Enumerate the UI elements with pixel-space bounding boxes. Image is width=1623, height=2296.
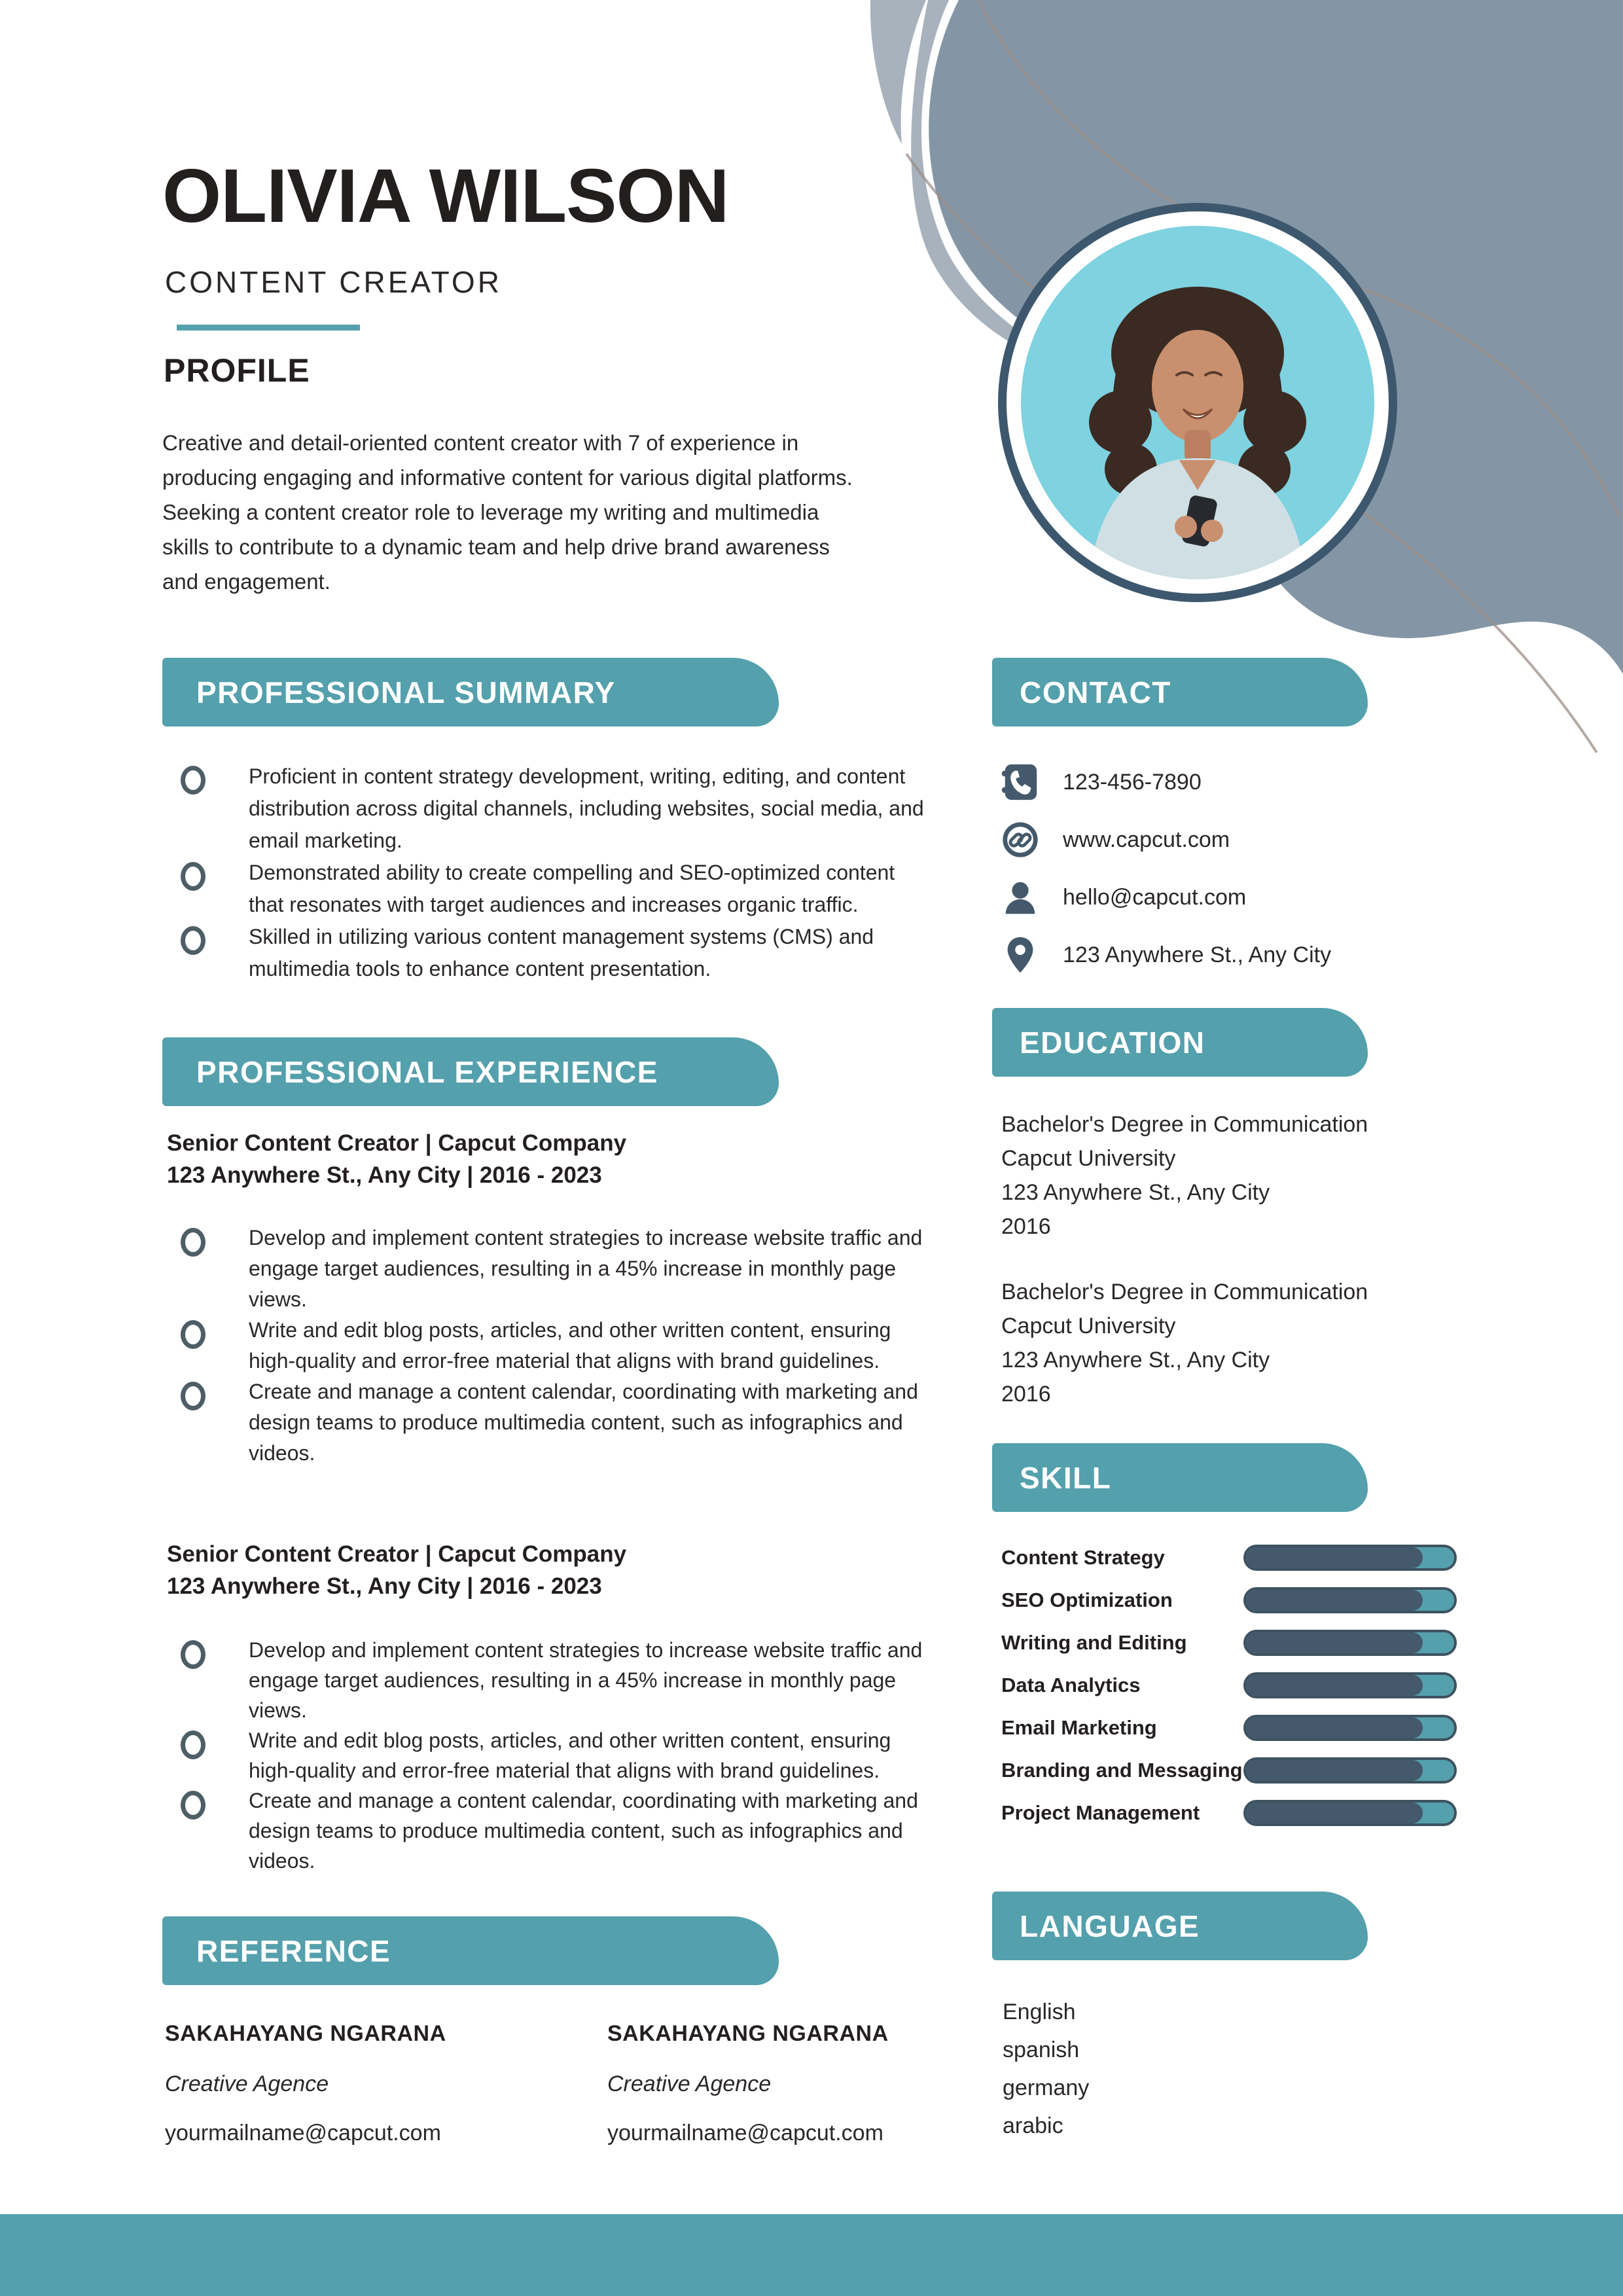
skill-bar: [1243, 1715, 1457, 1741]
section-heading: SKILL: [1020, 1460, 1112, 1495]
education-degree: Bachelor's Degree in Communication: [1001, 1112, 1368, 1137]
job-meta: 123 Anywhere St., Any City | 2016 - 2023: [167, 1162, 602, 1188]
bullet-ring-icon: [181, 926, 205, 955]
bullet-text: Create and manage a content calendar, coordinating with marketing and design teams to produce multimedia content, such as infographics and videos.: [249, 1789, 918, 1873]
skill-bar-fill: [1246, 1632, 1423, 1653]
bullet-ring-icon: [181, 1640, 205, 1669]
skill-label: Data Analytics: [1001, 1674, 1141, 1696]
portrait-illustration: [1021, 226, 1374, 579]
bullet-text: Develop and implement content strategies to increase website traffic and engage target audiences, resulting in a 45% increase in monthly page views.: [249, 1226, 923, 1311]
job-heading: [167, 1538, 887, 1602]
skill-label: Email Marketing: [1001, 1716, 1157, 1739]
bullet-text: Write and edit blog posts, articles, and other written content, ensuring high-quality and error-free material that aligns with brand guidelines.: [249, 1729, 891, 1782]
list-item: [162, 1635, 941, 1725]
summary-bullet-list: [162, 761, 941, 985]
contact-label: 123-456-7890: [1063, 769, 1202, 795]
education-year: 2016: [1001, 1214, 1051, 1239]
skill-bar-fill: [1246, 1590, 1423, 1611]
section-banner-reference: [162, 1916, 779, 1985]
phone-icon: [1000, 762, 1041, 802]
bullet-text: Demonstrated ability to create compelling and SEO-optimized content that resonates with target audiences and increases organic traffic.: [249, 861, 895, 916]
reference-role: Creative Agence: [165, 2072, 329, 2096]
bullet-ring-icon: [181, 1228, 205, 1257]
reference-name: SAKAHAYANG NGARANA: [607, 2021, 889, 2046]
section-heading: LANGUAGE: [1020, 1909, 1200, 1943]
section-banner-professional-experience: [162, 1037, 779, 1106]
list-item: [162, 1223, 941, 1315]
person-name: OLIVIA WILSON: [162, 153, 729, 238]
skill-bar: [1243, 1672, 1457, 1698]
bullet-text: Proficient in content strategy development, writing, editing, and content distribution across digital channels, including websites, social media, and email marketing.: [249, 764, 924, 852]
contact-label: hello@capcut.com: [1063, 884, 1247, 910]
reference-name: SAKAHAYANG NGARANA: [165, 2021, 446, 2046]
language-item: germany: [1003, 2075, 1090, 2100]
skill-row: [1001, 1541, 1466, 1575]
list-item: [162, 761, 941, 857]
skill-bar: [1243, 1757, 1457, 1784]
section-heading: CONTACT: [1020, 675, 1171, 709]
contact-item-address: [1000, 934, 1589, 976]
contact-label: 123 Anywhere St., Any City: [1063, 942, 1332, 967]
language-item: English: [1003, 2000, 1076, 2024]
skill-row: [1001, 1583, 1466, 1617]
list-item: [162, 1376, 941, 1469]
bullet-text: Write and edit blog posts, articles, and other written content, ensuring high-quality and error-free material that aligns with brand guidelines.: [249, 1318, 891, 1372]
job-title: Senior Content Creator | Capcut Company: [167, 1130, 627, 1156]
bullet-ring-icon: [181, 1320, 205, 1349]
reference-role: Creative Agence: [607, 2072, 772, 2096]
bullet-text: Develop and implement content strategies to increase website traffic and engage target audiences, resulting in a 45% increase in monthly page views.: [249, 1638, 923, 1722]
section-heading: EDUCATION: [1020, 1025, 1205, 1060]
job-bullet-list: [162, 1223, 941, 1469]
footer-bar: [0, 2214, 1623, 2296]
skill-bar-fill: [1246, 1717, 1423, 1738]
list-item: [162, 1785, 941, 1876]
language-item: arabic: [1003, 2113, 1063, 2138]
bullet-ring-icon: [181, 1731, 205, 1759]
section-banner-skill: [992, 1443, 1368, 1512]
skill-bar-fill: [1246, 1675, 1423, 1696]
skill-row: [1001, 1753, 1466, 1787]
profile-paragraph: Creative and detail-oriented content creator with 7 of experience in producing engaging and informative content for various digital platforms. Seeking a content creator role to leverage my writing and multimedia skills to contribute to a dynamic team and help drive brand awareness and engagement.: [162, 431, 853, 594]
reference-email: yourmailname@capcut.com: [165, 2121, 441, 2145]
education-entry: [1001, 1107, 1446, 1244]
education-address: 123 Anywhere St., Any City: [1001, 1180, 1270, 1205]
section-banner-education: [992, 1008, 1368, 1077]
skill-row: [1001, 1796, 1466, 1830]
bullet-ring-icon: [181, 862, 205, 891]
reference-entry: [607, 2021, 1013, 2146]
skill-bar: [1243, 1587, 1457, 1613]
contact-item-website: [1000, 819, 1589, 861]
profile-heading: PROFILE: [164, 352, 310, 389]
skill-bar: [1243, 1545, 1457, 1571]
education-degree: Bachelor's Degree in Communication: [1001, 1280, 1368, 1304]
skill-bar-fill: [1246, 1760, 1423, 1781]
list-item: [162, 857, 941, 921]
skill-bar: [1243, 1800, 1457, 1826]
profile-photo-frame: [998, 203, 1397, 602]
reference-entry: [165, 2021, 571, 2146]
section-heading: REFERENCE: [196, 1933, 391, 1968]
profile-photo: [1021, 226, 1374, 579]
person-figure: [1089, 287, 1306, 579]
skill-bar-fill: [1246, 1803, 1423, 1823]
person-icon: [1000, 877, 1041, 918]
contact-item-phone: [1000, 761, 1589, 803]
language-list: [1003, 1993, 1395, 2145]
education-school: Capcut University: [1001, 1146, 1176, 1171]
section-banner-contact: [992, 658, 1368, 726]
job-heading: [167, 1127, 887, 1191]
person-role: CONTENT CREATOR: [165, 265, 502, 299]
contact-item-email: [1000, 876, 1589, 918]
skill-label: Branding and Messaging: [1001, 1759, 1243, 1782]
job-title: Senior Content Creator | Capcut Company: [167, 1541, 627, 1567]
skill-row: [1001, 1711, 1466, 1745]
list-item: [162, 1725, 941, 1785]
accent-divider: [177, 325, 360, 331]
skill-row: [1001, 1668, 1466, 1702]
skill-label: SEO Optimization: [1001, 1588, 1173, 1611]
section-heading: PROFESSIONAL EXPERIENCE: [196, 1054, 658, 1089]
skill-row: [1001, 1626, 1466, 1660]
bullet-text: Skilled in utilizing various content management systems (CMS) and multimedia tools to enhance content presentation.: [249, 925, 874, 980]
skill-label: Content Strategy: [1001, 1546, 1165, 1569]
link-icon: [1000, 819, 1041, 860]
bullet-ring-icon: [181, 1791, 205, 1820]
pin-icon: [1000, 935, 1041, 975]
section-heading: PROFESSIONAL SUMMARY: [196, 675, 616, 709]
education-address: 123 Anywhere St., Any City: [1001, 1348, 1270, 1372]
skill-label: Project Management: [1001, 1801, 1200, 1824]
education-school: Capcut University: [1001, 1314, 1176, 1338]
skill-bar: [1243, 1630, 1457, 1656]
bullet-ring-icon: [181, 1382, 205, 1410]
bullet-text: Create and manage a content calendar, coordinating with marketing and design teams to produce multimedia content, such as infographics and videos.: [249, 1380, 918, 1465]
section-banner-language: [992, 1892, 1368, 1960]
skill-bar-fill: [1246, 1547, 1423, 1568]
skill-label: Writing and Editing: [1001, 1631, 1187, 1654]
education-entry: [1001, 1275, 1446, 1411]
section-banner-professional-summary: [162, 658, 779, 726]
contact-label: www.capcut.com: [1063, 827, 1230, 852]
education-year: 2016: [1001, 1382, 1051, 1407]
job-bullet-list: [162, 1635, 941, 1876]
list-item: [162, 1315, 941, 1376]
job-meta: 123 Anywhere St., Any City | 2016 - 2023: [167, 1573, 602, 1599]
reference-email: yourmailname@capcut.com: [607, 2121, 883, 2145]
language-item: spanish: [1003, 2037, 1080, 2062]
list-item: [162, 921, 941, 985]
bullet-ring-icon: [181, 766, 205, 795]
